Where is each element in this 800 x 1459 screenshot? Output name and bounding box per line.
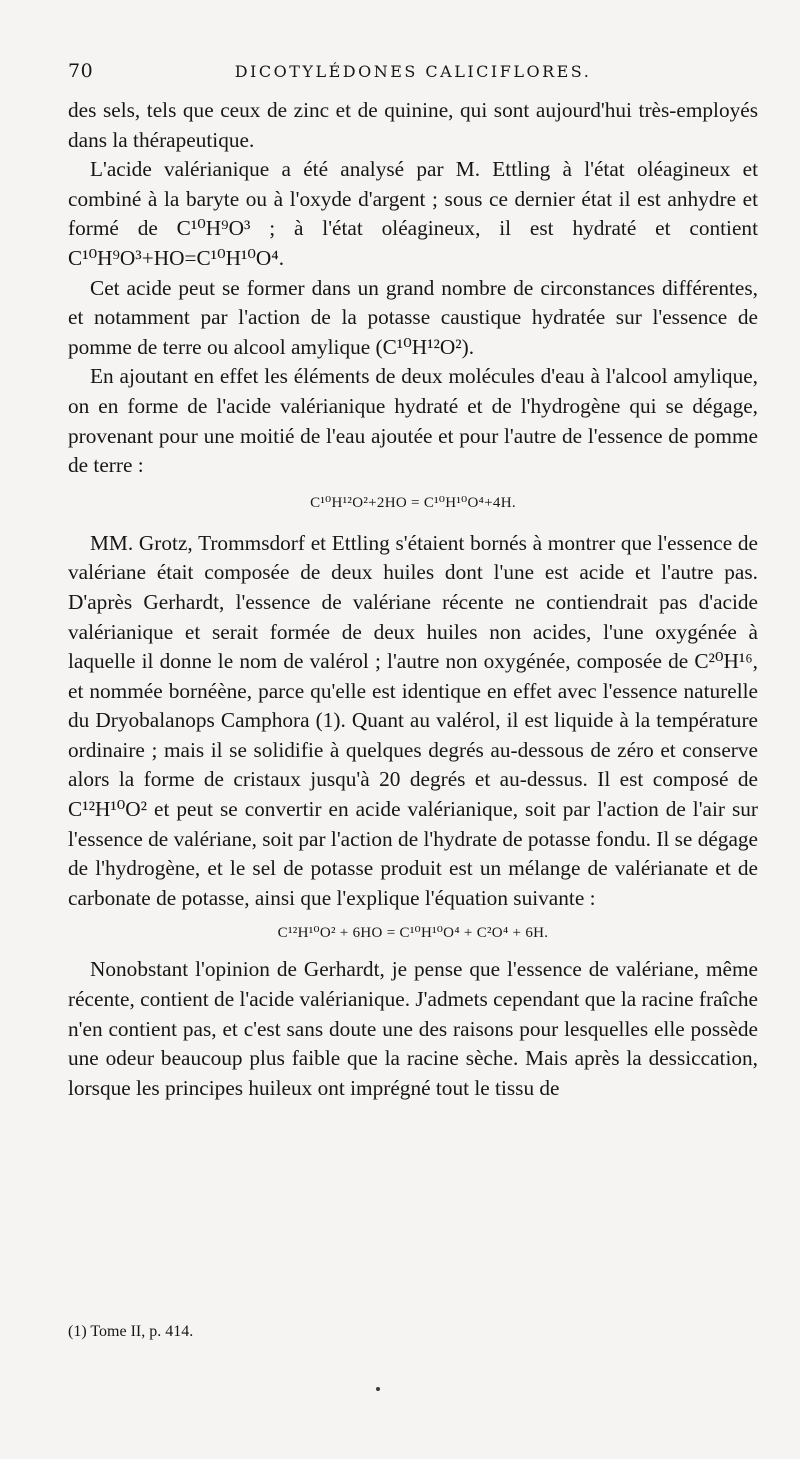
equation-2: C¹²H¹⁰O² + 6HO = C¹⁰H¹⁰O⁴ + C²O⁴ + 6H. xyxy=(277,925,549,942)
equation-1: C¹⁰H¹²O²+2HO = C¹⁰H¹⁰O⁴+4H. xyxy=(310,494,516,511)
paragraph-6: Nonobstant l'opinion de Gerhardt, je pense que l'essence de valériane, même récente, contient de l'acide valérianique. J'admets cependant que la racine fraîche n'en contient pas, et c'est sans doute une des raisons pour lesquelles elle possède une odeur beaucoup plus faible que la racine sèche. Mais après la dessiccation, lorsque les principes huileux ont imprégné tout le tissu de xyxy=(68,957,758,1100)
page-number: 70 xyxy=(68,60,94,82)
page-header xyxy=(68,60,758,88)
paragraph-3: Cet acide peut se former dans un grand nombre de circonstances différentes, et notamment par l'action de la potasse caustique hydratée sur l'essence de pomme de terre ou alcool amylique (C¹⁰H¹²O²). xyxy=(68,275,758,359)
footnote: (1) Tome II, p. 414. xyxy=(68,1323,194,1340)
paragraph-5: MM. Grotz, Trommsdorf et Ettling s'étaient bornés à montrer que l'essence de valériane était composée de deux huiles dont l'une est acide et l'autre pas. D'après Gerhardt, l'essence de valériane récente ne contiendrait pas d'acide valérianique et serait formée de deux huiles non acides, l'une oxygénée à laquelle il donne le nom de valérol ; l'autre non oxygénée, composée de C²⁰H¹⁶, et nommée bornéène, parce qu'elle est identique en effet avec l'essence naturelle du Dryobalanops Camphora (1). Quant au valérol, il est liquide à la température ordinaire ; mais il se solidifie à quelques degrés au-dessous de zéro et conserve alors la forme de cristaux jusqu'à 20 degrés et au-dessus. Il est composé de C¹²H¹⁰O² et peut se convertir en acide valérianique, soit par l'action de l'air sur l'essence de valériane, soit par l'action de l'hydrate de potasse fondu. Il se dégage de l'hydrogène, et le sel de potasse produit est un mélange de valérianate et de carbonate de potasse, ainsi que l'explique l'équation suivante : xyxy=(68,530,758,910)
paragraph-2: L'acide valérianique a été analysé par M. Ettling à l'état oléagineux et combiné à la baryte ou à l'oxyde d'argent ; sous ce dernier état il est anhydre et formé de C¹⁰H⁹O³ ; à l'état oléagineux, il est hydraté et contient C¹⁰H⁹O³+HO=C¹⁰H¹⁰O⁴. xyxy=(68,157,758,270)
ink-speck xyxy=(376,1387,380,1391)
paragraph-1: des sels, tels que ceux de zinc et de quinine, qui sont aujourd'hui très-employés dans la thérapeutique. xyxy=(68,98,758,152)
body-text xyxy=(68,96,758,1103)
running-head: DICOTYLÉDONES CALICIFLORES. xyxy=(234,62,592,81)
paragraph-4: En ajoutant en effet les éléments de deux molécules d'eau à l'alcool amylique, on en forme de l'acide valérianique hydraté et de l'hydrogène qui se dégage, provenant pour une moitié de l'eau ajoutée et pour l'autre de l'essence de pomme de terre : xyxy=(68,364,758,478)
